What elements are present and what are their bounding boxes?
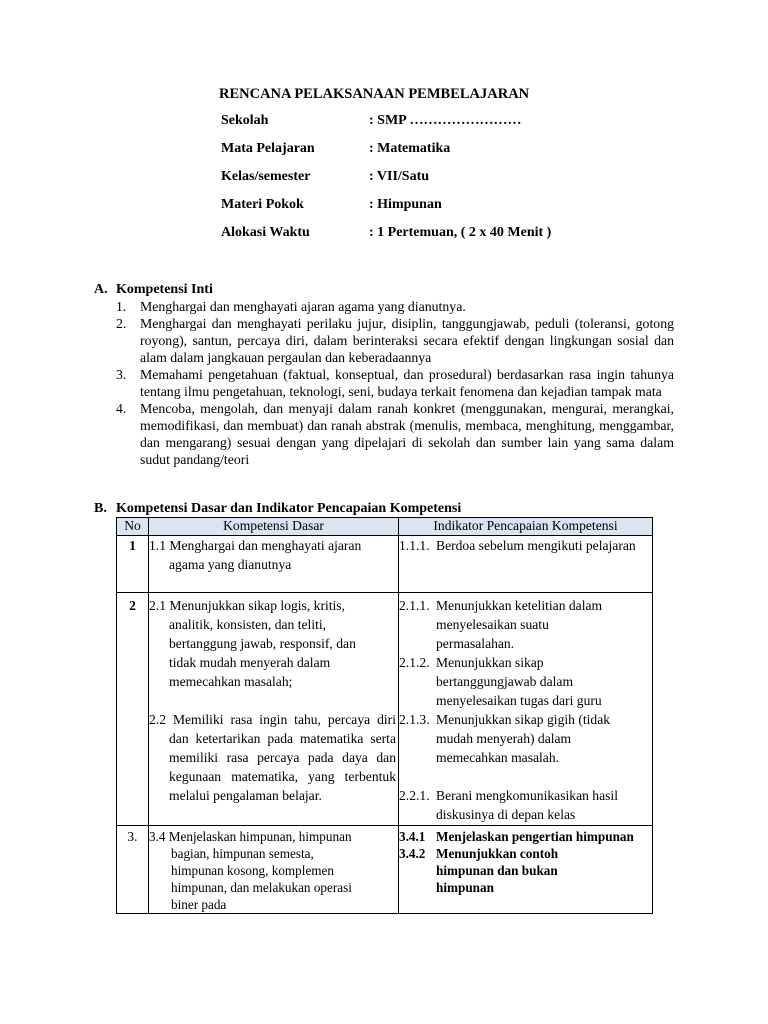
indikator-number: 2.1.3. (399, 712, 430, 727)
meta-row-mata-pelajaran (221, 141, 551, 169)
list-item (116, 298, 674, 315)
meta-row-materi-pokok (221, 197, 551, 225)
document-meta (221, 113, 551, 253)
meta-label: Mata Pelajaran (221, 141, 315, 156)
indikator-item (399, 786, 652, 824)
indikator-number: 2.2.1. (399, 788, 430, 803)
indikator-number: 3.4.1 (399, 829, 426, 844)
header-indikator: Indikator Pencapaian Kompetensi (399, 518, 653, 536)
list-item (116, 315, 674, 366)
kd-number: 1.1 (149, 538, 166, 553)
row-number: 1 (117, 536, 149, 593)
list-number: 2. (116, 316, 127, 331)
meta-value: : Matematika (369, 141, 451, 156)
indikator-cell (399, 826, 653, 914)
list-text: Menghargai dan menghayati perilaku jujur, disiplin, tanggungjawab, peduli (toleransi, gotong royong), santun, percaya diri, dalam berinteraksi secara efektif dengan lingkungan sosial dan alam dalam jangkauan pergaulan dan keberadaannya (140, 316, 674, 365)
meta-value: : Himpunan (369, 197, 442, 212)
kd-item (149, 596, 398, 691)
kd-cell (149, 536, 399, 593)
section-title: Kompetensi Dasar dan Indikator Pencapaian Kompetensi (116, 501, 462, 516)
row-number: 2 (117, 593, 149, 826)
indikator-number: 3.4.2 (399, 846, 426, 861)
meta-label: Sekolah (221, 113, 269, 128)
indikator-number: 1.1.1. (399, 538, 430, 553)
indikator-text: Menunjukkan sikap gigih (tidak mudah menyerah) dalam memecahkan masalah. (436, 712, 611, 765)
row-number: 3. (117, 826, 149, 914)
document-title: RENCANA PELAKSANAAN PEMBELAJARAN (219, 86, 530, 102)
kd-text: Menjelaskan himpunan, himpunan bagian, himpunan semesta, himpunan kosong, komplemen himpunan, dan melakukan operasi biner pada (168, 829, 352, 912)
list-text: Menghargai dan menghayati ajaran agama yang dianutnya. (140, 299, 466, 314)
section-letter: A. (94, 282, 108, 297)
indikator-text: Menunjukkan ketelitian dalam menyelesaikan suatu permasalahan. (436, 598, 603, 651)
kd-number: 2.1 (149, 598, 166, 613)
kd-number: 2.2 (149, 712, 166, 727)
indikator-text: Menunjukkan contoh himpunan dan bukan himpunan (436, 846, 559, 895)
indikator-text: Berdoa sebelum mengikuti pelajaran (436, 538, 636, 553)
section-title: Kompetensi Inti (116, 282, 213, 297)
indikator-cell (399, 536, 653, 593)
list-number: 3. (116, 367, 127, 382)
indikator-item (399, 828, 652, 845)
meta-label: Kelas/semester (221, 169, 311, 184)
meta-value: : VII/Satu (369, 169, 430, 184)
indikator-number: 2.1.1. (399, 598, 430, 613)
indikator-item (399, 596, 652, 653)
indikator-text: Menunjukkan sikap bertanggungjawab dalam menyelesaikan tugas dari guru (436, 655, 602, 708)
kd-text: Memiliki rasa ingin tahu, percaya diri dan ketertarikan pada matematika serta memiliki rasa percaya pada daya dan kegunaan matematika, yang terbentuk melalui pengalaman belajar. (169, 712, 396, 803)
kd-item (149, 828, 398, 913)
meta-label: Materi Pokok (221, 197, 304, 212)
meta-row-kelas-semester (221, 169, 551, 197)
meta-value: : 1 Pertemuan, ( 2 x 40 Menit ) (369, 225, 552, 240)
indikator-item (399, 653, 652, 710)
section-letter: B. (94, 501, 107, 516)
kd-text: Menghargai dan menghayati ajaran agama yang dianutnya (169, 538, 362, 572)
kd-number: 3.4 (149, 829, 166, 844)
indikator-text: Menjelaskan pengertian himpunan (436, 829, 634, 844)
header-kompetensi-dasar: Kompetensi Dasar (149, 518, 399, 536)
kd-text: Menunjukkan sikap logis, kritis, analitik, konsisten, dan teliti, bertanggung jawab, responsif, dan tidak mudah menyerah dalam memecahkan masalah; (169, 598, 356, 689)
table-header-row (117, 518, 653, 536)
list-item (116, 400, 674, 468)
list-text: Mencoba, mengolah, dan menyaji dalam ranah konkret (menggunakan, mengurai, merangkai, memodifikasi, dan membuat) dan ranah abstrak (menulis, membaca, menghitung, menggambar, dan mengarang) sesuai dengan yang dipelajari di sekolah dan sumber lain yang sama dalam sudut pandang/teori (140, 401, 674, 467)
list-text: Memahami pengetahuan (faktual, konseptual, dan prosedural) berdasarkan rasa ingin tahunya tentang ilmu pengetahuan, teknologi, seni, budaya terkait fenomena dan kejadian tampak mata (140, 367, 674, 399)
table-row (117, 593, 653, 826)
section-a-heading (94, 282, 213, 298)
kompetensi-table (116, 517, 653, 914)
indikator-text: Berani mengkomunikasikan hasil diskusinya di depan kelas (436, 788, 618, 822)
table-row (117, 536, 653, 593)
meta-label: Alokasi Waktu (221, 225, 310, 240)
kd-item (149, 710, 398, 805)
kd-cell (149, 593, 399, 826)
meta-row-sekolah (221, 113, 551, 141)
list-number: 1. (116, 299, 127, 314)
meta-row-alokasi-waktu (221, 225, 551, 253)
section-b-heading (94, 501, 461, 517)
indikator-item (399, 710, 652, 767)
header-no: No (117, 518, 149, 536)
list-number: 4. (116, 401, 127, 416)
list-item (116, 366, 674, 400)
indikator-number: 2.1.2. (399, 655, 430, 670)
table-row (117, 826, 653, 914)
kd-cell (149, 826, 399, 914)
meta-value: : SMP …………………… (369, 113, 522, 128)
kd-item (149, 536, 398, 574)
indikator-item (399, 536, 652, 555)
kompetensi-inti-list (116, 298, 674, 468)
indikator-cell (399, 593, 653, 826)
indikator-item (399, 845, 652, 896)
